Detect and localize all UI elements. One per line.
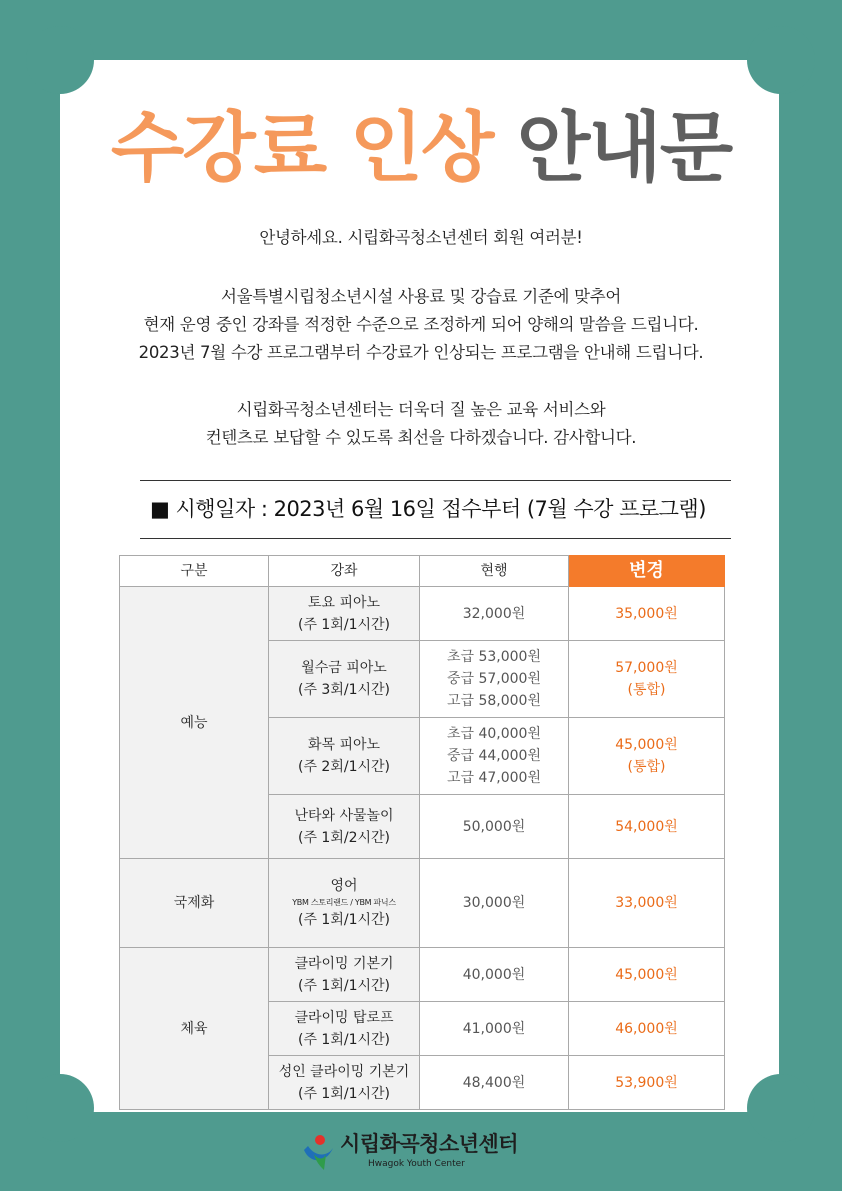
course-name: 클라이밍 탑로프 <box>294 1009 394 1026</box>
course-name: 영어 <box>330 878 358 894</box>
course-cell <box>269 641 420 718</box>
corner-notch <box>747 26 815 94</box>
title-rest: 안내문 <box>516 103 732 192</box>
course-name: 클라이밍 기본기 <box>294 955 394 972</box>
paragraph-line: 현재 운영 중인 강좌를 적정한 수준으로 조정하게 되어 양해의 말씀을 드립니다. <box>143 315 699 334</box>
current-fee <box>420 1002 569 1056</box>
new-fee <box>569 859 725 948</box>
course-schedule: (주 2회/1시간) <box>297 759 390 775</box>
title-highlight: 수강료 인상 <box>110 103 493 192</box>
corner-notch <box>26 1074 94 1142</box>
course-name: 난타와 사물놀이 <box>294 807 394 824</box>
center-logo <box>300 1130 560 1174</box>
effective-date: ■ 시행일자 : 2023년 6월 16일 접수부터 (7월 수강 프로그램) <box>150 497 706 521</box>
course-cell <box>269 718 420 795</box>
fee-value: 초급 53,000원 <box>446 649 541 665</box>
fee-value: 41,000원 <box>462 1020 526 1037</box>
table-row <box>120 948 725 1002</box>
fee-value: 35,000원 <box>615 605 678 622</box>
fee-value: 고급 58,000원 <box>446 693 541 709</box>
current-fee <box>420 1056 569 1110</box>
fee-note: (통합) <box>627 759 666 775</box>
logo-mark-icon <box>300 1134 336 1172</box>
greeting-text: 안녕하세요. 시립화곡청소년센터 회원 여러분! <box>259 228 583 247</box>
new-fee <box>569 587 725 641</box>
fee-value: 45,000원 <box>615 737 678 753</box>
divider <box>140 538 731 539</box>
new-fee <box>569 795 725 859</box>
fee-value: 54,000원 <box>615 818 678 835</box>
fee-note: (통합) <box>627 682 666 698</box>
fee-table <box>119 555 725 1110</box>
fee-value: 초급 40,000원 <box>446 726 541 742</box>
corner-notch <box>26 26 94 94</box>
course-schedule: (주 1회/2시간) <box>297 829 390 846</box>
page-title <box>0 100 842 196</box>
fee-value: 53,900원 <box>615 1074 678 1091</box>
header-current: 현행 <box>420 556 569 587</box>
course-note: YBM 스토리랜드 / YBM 파닉스 <box>292 898 396 907</box>
course-schedule: (주 3회/1시간) <box>297 682 390 698</box>
paragraph-line: 컨텐츠로 보답할 수 있도록 최선을 다하겠습니다. 감사합니다. <box>205 428 637 447</box>
header-course: 강좌 <box>269 556 420 587</box>
paragraph-line: 서울특별시립청소년시설 사용료 및 강습료 기준에 맞추어 <box>220 287 622 306</box>
paragraph-line: 2023년 7월 수강 프로그램부터 수강료가 인상되는 프로그램을 안내해 드립니다. <box>138 343 704 362</box>
fee-value: 중급 44,000원 <box>446 748 541 764</box>
current-fee <box>420 795 569 859</box>
new-fee <box>569 718 725 795</box>
category-cell: 국제화 <box>120 859 269 948</box>
fee-value: 30,000원 <box>462 895 526 911</box>
course-cell <box>269 795 420 859</box>
course-name: 화목 피아노 <box>307 737 381 753</box>
paragraph-line: 시립화곡청소년센터는 더욱더 질 높은 교육 서비스와 <box>236 400 606 419</box>
fee-value: 48,400원 <box>462 1074 526 1091</box>
fee-value: 고급 47,000원 <box>446 770 541 786</box>
course-cell <box>269 948 420 1002</box>
course-schedule: (주 1회/1시간) <box>297 912 390 928</box>
fee-value: 중급 57,000원 <box>446 671 541 687</box>
course-name: 토요 피아노 <box>307 594 381 611</box>
current-fee <box>420 718 569 795</box>
notice-paragraph-1 <box>0 283 842 367</box>
fee-value: 33,000원 <box>615 895 678 911</box>
course-name: 성인 클라이밍 기본기 <box>278 1063 410 1080</box>
new-fee <box>569 1056 725 1110</box>
course-schedule: (주 1회/1시간) <box>297 1085 390 1102</box>
table-row <box>120 587 725 641</box>
divider <box>140 480 731 481</box>
current-fee <box>420 859 569 948</box>
corner-notch <box>747 1074 815 1142</box>
current-fee <box>420 948 569 1002</box>
course-schedule: (주 1회/1시간) <box>297 616 390 633</box>
header-category: 구분 <box>120 556 269 587</box>
fee-value: 40,000원 <box>462 966 526 983</box>
course-cell <box>269 1002 420 1056</box>
fee-value: 46,000원 <box>615 1020 678 1037</box>
course-schedule: (주 1회/1시간) <box>297 1031 390 1048</box>
table-row <box>120 859 725 948</box>
course-cell <box>269 587 420 641</box>
new-fee <box>569 641 725 718</box>
notice-paragraph-2 <box>0 396 842 452</box>
current-fee <box>420 641 569 718</box>
new-fee <box>569 1002 725 1056</box>
logo-name: 시립화곡청소년센터 <box>340 1132 519 1156</box>
new-fee <box>569 948 725 1002</box>
course-cell <box>269 1056 420 1110</box>
fee-value: 50,000원 <box>462 818 526 835</box>
header-new: 변경 <box>569 556 725 587</box>
table-header-row <box>120 556 725 587</box>
course-cell <box>269 859 420 948</box>
course-schedule: (주 1회/1시간) <box>297 977 390 994</box>
fee-value: 45,000원 <box>615 966 678 983</box>
current-fee <box>420 587 569 641</box>
course-name: 월수금 피아노 <box>301 660 387 676</box>
fee-value: 57,000원 <box>615 660 678 676</box>
logo-english-name: Hwagok Youth Center <box>368 1159 465 1169</box>
category-cell: 체육 <box>120 948 269 1110</box>
fee-value: 32,000원 <box>462 605 526 622</box>
category-cell: 예능 <box>120 587 269 859</box>
